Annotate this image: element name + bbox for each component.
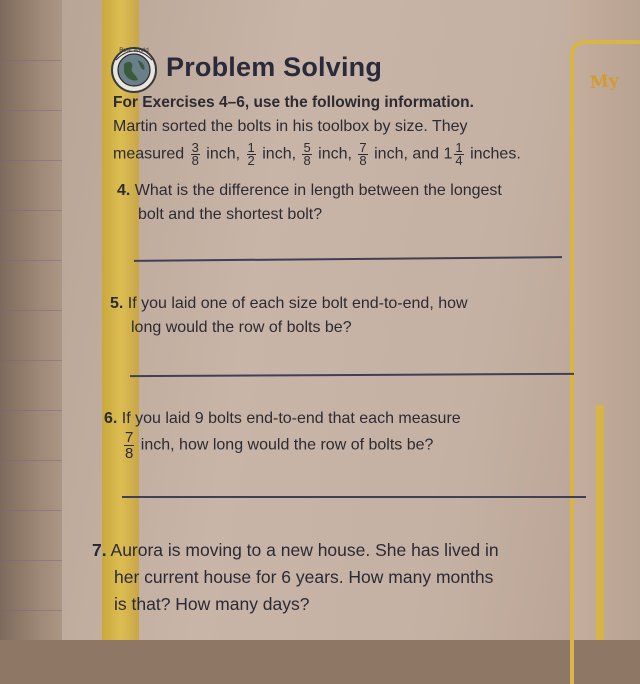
fraction-3-8: $\frac{3}{8}$ [191,140,199,168]
intro-line-2: measured $\frac{3}{8}$ inch, $\frac{1}{2}$ inch, $\frac{5}{8}$ inch, $\frac{7}{8}$ inch, and 1 $\frac{1}{4}$ inches. [113,140,521,168]
exercise-6-line-1: 6. If you laid 9 bolts end-to-end that each measure [104,410,461,427]
exercise-7-line-3: is that? How many days? [114,594,310,614]
page-title: Problem Solving [166,52,383,82]
adjacent-page [0,0,70,640]
exercise-5-line-1: 5. If you laid one of each size bolt end-to-end, how [110,295,468,312]
exercise-5-line-2: long would the row of bolts be? [131,319,352,336]
exercise-4-line-1: 4. What is the difference in length between the longest [117,182,502,199]
fraction-1-2: $\frac{1}{2}$ [247,140,255,168]
logo-text: Real World [119,48,149,54]
exercise-4-line-2: bolt and the shortest bolt? [138,206,323,223]
sidebar-frame [570,40,640,684]
exercise-7-line-1: 7. Aurora is moving to a new house. She has lived in [92,540,499,560]
globe-icon [108,42,160,94]
exercise-6-line-2: $\frac{7}{8}$ inch, how long would the row of bolts be? [125,429,434,462]
sidebar-bar [596,405,604,640]
fraction-1-4: $\frac{1}{4}$ [455,140,463,168]
measured-word: measured [113,145,185,163]
exercise-number: 5. [110,295,124,312]
sidebar-heading: My [589,70,620,94]
exercise-number: 6. [104,410,118,427]
exercise-7-line-2: her current house for 6 years. How many months [114,567,494,587]
fraction-5-8: $\frac{5}{8}$ [303,140,311,168]
intro-line-1: Martin sorted the bolts in his toolbox by size. They [113,118,468,135]
answer-line-6[interactable] [122,496,586,498]
fraction-7-8: $\frac{7}{8}$ [125,429,134,462]
exercise-number: 7. [92,540,107,560]
intro-heading: For Exercises 4–6, use the following information. [113,94,474,111]
fraction-7-8: $\frac{7}{8}$ [359,140,367,168]
exercise-number: 4. [117,182,131,199]
